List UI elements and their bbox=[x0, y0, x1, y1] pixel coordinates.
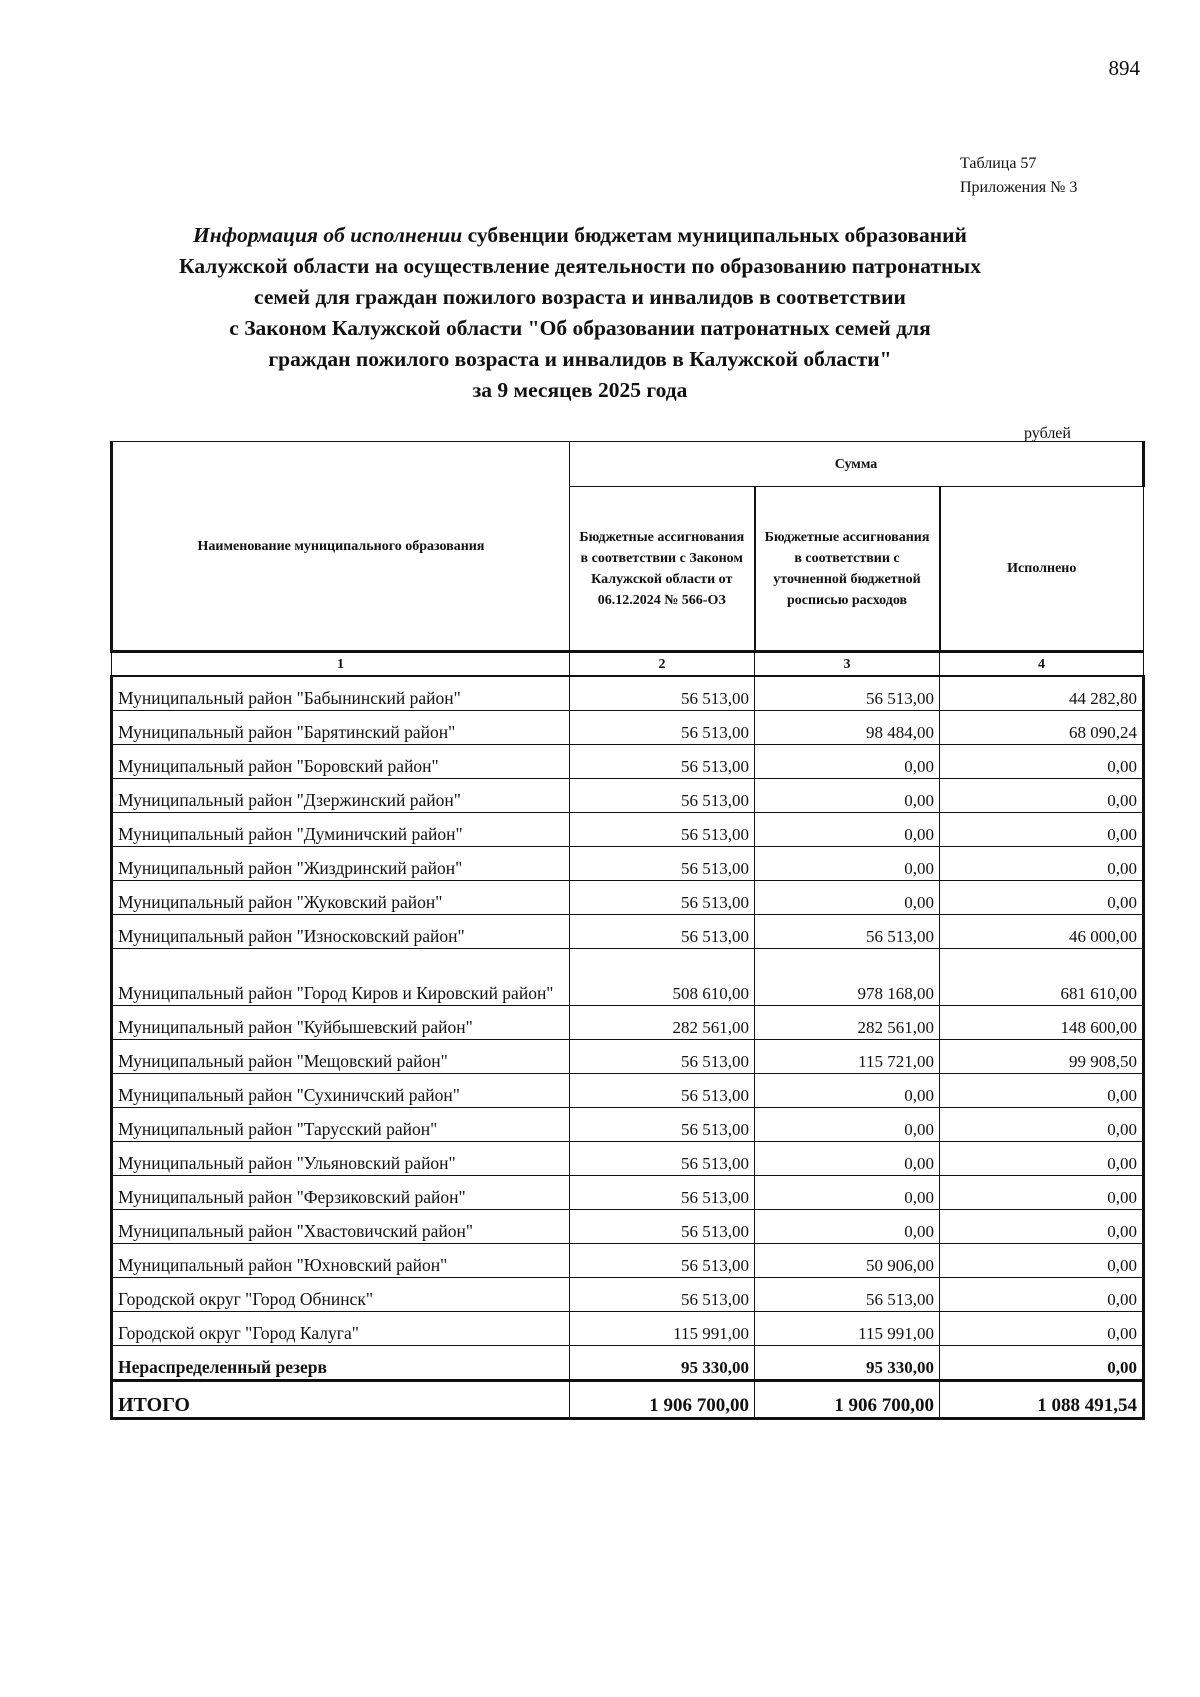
municipality-name-cell: Муниципальный район "Хвастовичский район" bbox=[112, 1210, 570, 1244]
table-reference bbox=[960, 152, 1077, 200]
law-allocation-cell: 282 561,00 bbox=[570, 1006, 755, 1040]
revised-allocation-cell: 98 484,00 bbox=[755, 711, 940, 745]
revised-allocation-cell: 95 330,00 bbox=[755, 1346, 940, 1381]
total-row bbox=[112, 1381, 1144, 1419]
law-allocation-cell: 508 610,00 bbox=[570, 949, 755, 1006]
table-row bbox=[112, 813, 1144, 847]
law-allocation-cell: 56 513,00 bbox=[570, 1040, 755, 1074]
table-row bbox=[112, 1108, 1144, 1142]
appendix-reference: Приложения № 3 bbox=[960, 179, 1078, 196]
law-allocation-cell: 56 513,00 bbox=[570, 1210, 755, 1244]
table-row bbox=[112, 779, 1144, 813]
column-number: 1 bbox=[112, 652, 570, 677]
executed-cell: 0,00 bbox=[940, 1142, 1144, 1176]
executed-cell: 46 000,00 bbox=[940, 915, 1144, 949]
municipality-name-cell: Городской округ "Город Калуга" bbox=[112, 1312, 570, 1346]
municipality-name-cell: Муниципальный район "Бабынинский район" bbox=[112, 676, 570, 711]
law-allocation-cell: 56 513,00 bbox=[570, 1108, 755, 1142]
municipality-name-cell: Муниципальный район "Жиздринский район" bbox=[112, 847, 570, 881]
column-number: 2 bbox=[570, 652, 755, 677]
table-row bbox=[112, 1074, 1144, 1108]
column-number: 4 bbox=[940, 652, 1144, 677]
executed-cell: 0,00 bbox=[940, 1108, 1144, 1142]
table-row bbox=[112, 881, 1144, 915]
law-allocation-cell: 56 513,00 bbox=[570, 813, 755, 847]
revised-allocation-cell: 56 513,00 bbox=[755, 676, 940, 711]
revised-allocation-cell: 50 906,00 bbox=[755, 1244, 940, 1278]
executed-cell: 0,00 bbox=[940, 1074, 1144, 1108]
executed-cell: 0,00 bbox=[940, 881, 1144, 915]
municipality-name-cell: Муниципальный район "Сухиничский район" bbox=[112, 1074, 570, 1108]
title-line-6: за 9 месяцев 2025 года bbox=[472, 378, 688, 402]
header-revised-allocations: Бюджетные ассигнования в соответствии с уточненной бюджетной росписью расходов bbox=[755, 487, 940, 652]
revised-allocation-cell: 978 168,00 bbox=[755, 949, 940, 1006]
law-allocation-cell: 56 513,00 bbox=[570, 676, 755, 711]
revised-allocation-cell: 115 991,00 bbox=[755, 1312, 940, 1346]
municipality-name-cell: Нераспределенный резерв bbox=[112, 1346, 570, 1381]
table-reference-number: Таблица 57 bbox=[960, 155, 1037, 172]
executed-cell: 99 908,50 bbox=[940, 1040, 1144, 1074]
revised-allocation-cell: 0,00 bbox=[755, 1210, 940, 1244]
municipality-name-cell: Муниципальный район "Дзержинский район" bbox=[112, 779, 570, 813]
executed-cell: 681 610,00 bbox=[940, 949, 1144, 1006]
revised-allocation-cell: 0,00 bbox=[755, 1176, 940, 1210]
table-row bbox=[112, 711, 1144, 745]
title-line-4: с Законом Калужской области "Об образовании патронатных семей для bbox=[229, 316, 931, 340]
law-allocation-cell: 56 513,00 bbox=[570, 1244, 755, 1278]
executed-cell: 0,00 bbox=[940, 1312, 1144, 1346]
table-row bbox=[112, 1040, 1144, 1074]
revised-allocation-cell: 0,00 bbox=[755, 847, 940, 881]
table-row bbox=[112, 1278, 1144, 1312]
law-allocation-cell: 56 513,00 bbox=[570, 847, 755, 881]
revised-allocation-cell: 115 721,00 bbox=[755, 1040, 940, 1074]
table-row bbox=[112, 949, 1144, 1006]
law-allocation-cell: 95 330,00 bbox=[570, 1346, 755, 1381]
law-allocation-cell: 56 513,00 bbox=[570, 1142, 755, 1176]
executed-cell: 0,00 bbox=[940, 847, 1144, 881]
law-allocation-cell: 56 513,00 bbox=[570, 1176, 755, 1210]
law-allocation-cell: 115 991,00 bbox=[570, 1312, 755, 1346]
revised-allocation-cell: 0,00 bbox=[755, 881, 940, 915]
revised-allocation-cell: 0,00 bbox=[755, 779, 940, 813]
municipality-name-cell: Муниципальный район "Город Киров и Кировский район" bbox=[112, 949, 570, 1006]
title-line-1 bbox=[130, 220, 1030, 251]
revised-allocation-cell: 1 906 700,00 bbox=[755, 1381, 940, 1419]
title-italic-lead: Информация об исполнении bbox=[193, 223, 463, 247]
table-row bbox=[112, 915, 1144, 949]
table-row bbox=[112, 1346, 1144, 1381]
municipality-name-cell: Муниципальный район "Жуковский район" bbox=[112, 881, 570, 915]
table-row bbox=[112, 1176, 1144, 1210]
municipality-name-cell: Муниципальный район "Думиничский район" bbox=[112, 813, 570, 847]
municipality-name-cell: Муниципальный район "Износковский район" bbox=[112, 915, 570, 949]
executed-cell: 1 088 491,54 bbox=[940, 1381, 1144, 1419]
header-executed: Исполнено bbox=[940, 487, 1144, 652]
municipality-name-cell: Муниципальный район "Ферзиковский район" bbox=[112, 1176, 570, 1210]
title-line-2: Калужской области на осуществление деятельности по образованию патронатных bbox=[179, 254, 981, 278]
executed-cell: 0,00 bbox=[940, 1176, 1144, 1210]
document-title bbox=[130, 220, 1030, 406]
revised-allocation-cell: 282 561,00 bbox=[755, 1006, 940, 1040]
municipality-name-cell: Муниципальный район "Тарусский район" bbox=[112, 1108, 570, 1142]
executed-cell: 68 090,24 bbox=[940, 711, 1144, 745]
table-row bbox=[112, 676, 1144, 711]
revised-allocation-cell: 0,00 bbox=[755, 1142, 940, 1176]
title-line-5: граждан пожилого возраста и инвалидов в Калужской области" bbox=[268, 347, 892, 371]
law-allocation-cell: 56 513,00 bbox=[570, 915, 755, 949]
revised-allocation-cell: 0,00 bbox=[755, 1074, 940, 1108]
title-line-1-rest: субвенции бюджетам муниципальных образований bbox=[462, 223, 967, 247]
table-row bbox=[112, 1210, 1144, 1244]
law-allocation-cell: 56 513,00 bbox=[570, 711, 755, 745]
table-row bbox=[112, 1244, 1144, 1278]
executed-cell: 0,00 bbox=[940, 1346, 1144, 1381]
table-row bbox=[112, 1006, 1144, 1040]
title-line-3: семей для граждан пожилого возраста и инвалидов в соответствии bbox=[254, 285, 906, 309]
header-sum: Сумма bbox=[570, 442, 1144, 487]
municipality-name-cell: Муниципальный район "Боровский район" bbox=[112, 745, 570, 779]
revised-allocation-cell: 56 513,00 bbox=[755, 915, 940, 949]
table-row bbox=[112, 847, 1144, 881]
table-row bbox=[112, 1142, 1144, 1176]
currency-units: рублей bbox=[1024, 425, 1071, 442]
table-body bbox=[112, 676, 1144, 1419]
table-row bbox=[112, 745, 1144, 779]
column-number: 3 bbox=[755, 652, 940, 677]
law-allocation-cell: 56 513,00 bbox=[570, 881, 755, 915]
revised-allocation-cell: 0,00 bbox=[755, 813, 940, 847]
table-row bbox=[112, 1312, 1144, 1346]
page-number: 894 bbox=[1108, 56, 1140, 80]
subvention-table bbox=[110, 441, 1145, 1420]
header-municipality-name: Наименование муниципального образования bbox=[112, 442, 570, 652]
municipality-name-cell: ИТОГО bbox=[112, 1381, 570, 1419]
revised-allocation-cell: 0,00 bbox=[755, 1108, 940, 1142]
municipality-name-cell: Муниципальный район "Мещовский район" bbox=[112, 1040, 570, 1074]
law-allocation-cell: 1 906 700,00 bbox=[570, 1381, 755, 1419]
executed-cell: 0,00 bbox=[940, 1244, 1144, 1278]
law-allocation-cell: 56 513,00 bbox=[570, 1074, 755, 1108]
law-allocation-cell: 56 513,00 bbox=[570, 745, 755, 779]
revised-allocation-cell: 0,00 bbox=[755, 745, 940, 779]
municipality-name-cell: Муниципальный район "Юхновский район" bbox=[112, 1244, 570, 1278]
executed-cell: 0,00 bbox=[940, 745, 1144, 779]
municipality-name-cell: Городской округ "Город Обнинск" bbox=[112, 1278, 570, 1312]
executed-cell: 0,00 bbox=[940, 1210, 1144, 1244]
executed-cell: 44 282,80 bbox=[940, 676, 1144, 711]
law-allocation-cell: 56 513,00 bbox=[570, 779, 755, 813]
header-law-allocations: Бюджетные ассигнования в соответствии с Законом Калужской области от 06.12.2024 № 566-ОЗ bbox=[570, 487, 755, 652]
executed-cell: 148 600,00 bbox=[940, 1006, 1144, 1040]
law-allocation-cell: 56 513,00 bbox=[570, 1278, 755, 1312]
revised-allocation-cell: 56 513,00 bbox=[755, 1278, 940, 1312]
municipality-name-cell: Муниципальный район "Куйбышевский район" bbox=[112, 1006, 570, 1040]
municipality-name-cell: Муниципальный район "Барятинский район" bbox=[112, 711, 570, 745]
municipality-name-cell: Муниципальный район "Ульяновский район" bbox=[112, 1142, 570, 1176]
executed-cell: 0,00 bbox=[940, 813, 1144, 847]
executed-cell: 0,00 bbox=[940, 1278, 1144, 1312]
executed-cell: 0,00 bbox=[940, 779, 1144, 813]
